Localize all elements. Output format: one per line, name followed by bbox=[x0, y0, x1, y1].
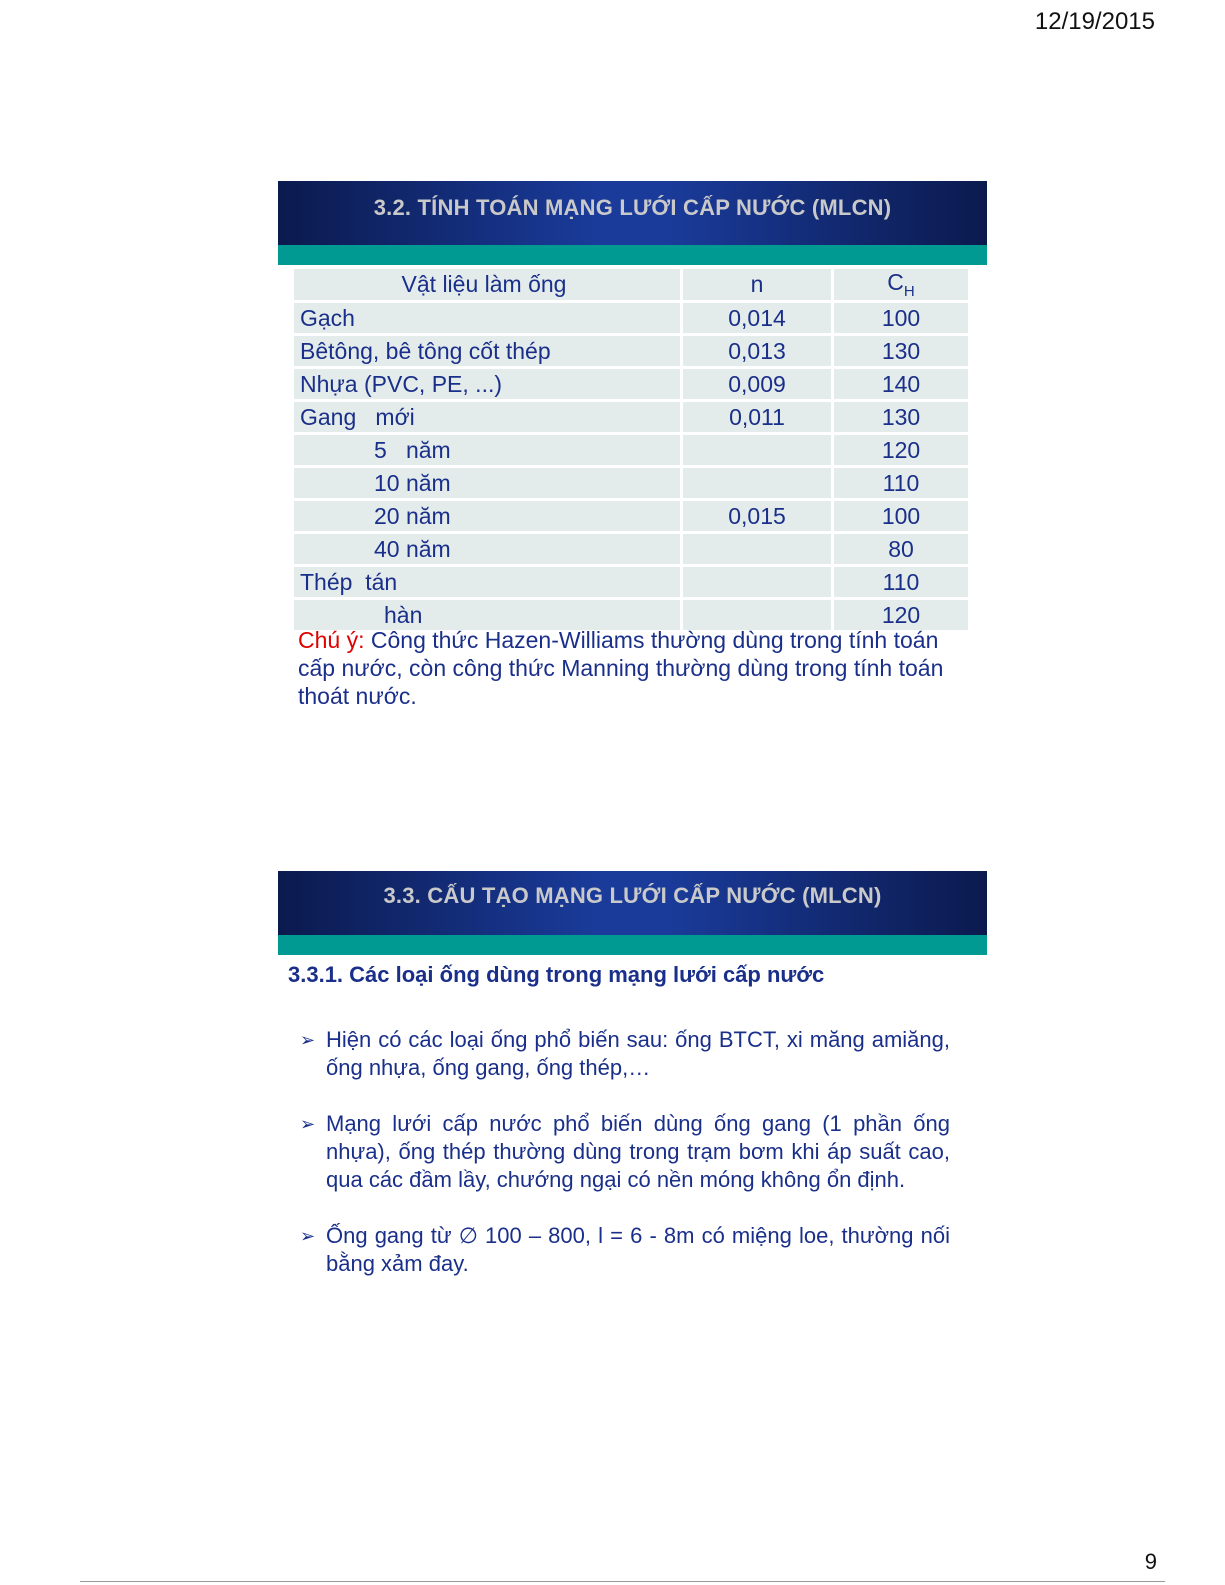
slide-title: 3.2. TÍNH TOÁN MẠNG LƯỚI CẤP NƯỚC (MLCN) bbox=[373, 195, 892, 220]
note-text: Công thức Hazen-Williams thường dùng trong tính toán cấp nước, còn công thức Manning thường dùng trong tính toán thoát nước. bbox=[298, 627, 944, 709]
bullet-text: Ống gang từ ∅ 100 – 800, l = 6 - 8m có miệng loe, thường nối bằng xảm đay. bbox=[326, 1223, 950, 1276]
list-item bbox=[300, 1110, 950, 1194]
section-subheading: 3.3.1. Các loại ống dùng trong mạng lưới cấp nước bbox=[288, 962, 825, 987]
n-cell: 0,014 bbox=[682, 302, 833, 335]
header-ch-sub: H bbox=[903, 283, 915, 300]
table-row bbox=[294, 335, 970, 368]
material-cell: 20 năm bbox=[294, 500, 682, 533]
material-cell: hàn bbox=[294, 599, 682, 632]
teal-accent-bar bbox=[278, 245, 987, 265]
n-cell bbox=[682, 467, 833, 500]
table-row bbox=[294, 302, 970, 335]
bullet-list bbox=[300, 1026, 950, 1306]
material-cell: Gang mới bbox=[294, 401, 682, 434]
ch-cell: 110 bbox=[833, 467, 970, 500]
material-cell: 10 năm bbox=[294, 467, 682, 500]
slide-header-1 bbox=[278, 181, 987, 265]
ch-cell: 130 bbox=[833, 401, 970, 434]
ch-cell: 100 bbox=[833, 500, 970, 533]
table-row bbox=[294, 533, 970, 566]
n-cell bbox=[682, 434, 833, 467]
bullet-text: Mạng lưới cấp nước phổ biến dùng ống gang (1 phần ống nhựa), ống thép thường dùng trong trạm bơm khi áp suất cao, qua các đầm lầy, chướng ngại có nền móng không ổn định. bbox=[326, 1111, 950, 1192]
arrow-bullet-icon: ➢ bbox=[300, 1226, 316, 1246]
page-number: 9 bbox=[1144, 1549, 1157, 1574]
arrow-bullet-icon: ➢ bbox=[300, 1030, 316, 1050]
date-stamp: 12/19/2015 bbox=[1034, 8, 1155, 35]
list-item bbox=[300, 1222, 950, 1278]
slide-title-bar bbox=[278, 871, 987, 955]
n-cell: 0,011 bbox=[682, 401, 833, 434]
table-header-row bbox=[294, 269, 970, 302]
slide-title: 3.3. CẤU TẠO MẠNG LƯỚI CẤP NƯỚC (MLCN) bbox=[383, 883, 882, 908]
table-row bbox=[294, 368, 970, 401]
teal-accent-bar bbox=[278, 935, 987, 955]
n-cell: 0,009 bbox=[682, 368, 833, 401]
table-row bbox=[294, 401, 970, 434]
table-row bbox=[294, 434, 970, 467]
table-row bbox=[294, 500, 970, 533]
material-cell: Nhựa (PVC, PE, ...) bbox=[294, 368, 682, 401]
material-cell: 40 năm bbox=[294, 533, 682, 566]
pipe-material-table bbox=[294, 269, 971, 633]
arrow-bullet-icon: ➢ bbox=[300, 1114, 316, 1134]
note-paragraph bbox=[298, 626, 968, 710]
note-label: Chú ý: bbox=[298, 627, 365, 653]
material-cell: 5 năm bbox=[294, 434, 682, 467]
material-cell: Thép tán bbox=[294, 566, 682, 599]
table-row bbox=[294, 467, 970, 500]
n-cell bbox=[682, 533, 833, 566]
bullet-text: Hiện có các loại ống phổ biến sau: ống BTCT, xi măng amiăng, ống nhựa, ống gang, ống thép,… bbox=[326, 1027, 950, 1080]
header-ch-main: C bbox=[887, 269, 904, 295]
ch-cell: 120 bbox=[833, 599, 970, 632]
slide-title-bar bbox=[278, 181, 987, 265]
ch-cell: 130 bbox=[833, 335, 970, 368]
n-cell: 0,013 bbox=[682, 335, 833, 368]
ch-cell: 110 bbox=[833, 566, 970, 599]
n-cell bbox=[682, 566, 833, 599]
ch-cell: 80 bbox=[833, 533, 970, 566]
header-n: n bbox=[682, 269, 833, 302]
material-cell: Gạch bbox=[294, 302, 682, 335]
material-cell: Bêtông, bê tông cốt thép bbox=[294, 335, 682, 368]
table-row bbox=[294, 566, 970, 599]
header-material: Vật liệu làm ống bbox=[294, 269, 682, 302]
ch-cell: 120 bbox=[833, 434, 970, 467]
list-item bbox=[300, 1026, 950, 1082]
ch-cell: 100 bbox=[833, 302, 970, 335]
ch-cell: 140 bbox=[833, 368, 970, 401]
header-ch bbox=[833, 269, 970, 302]
slide-header-2 bbox=[278, 871, 987, 955]
n-cell: 0,015 bbox=[682, 500, 833, 533]
footer-divider bbox=[80, 1581, 1165, 1582]
